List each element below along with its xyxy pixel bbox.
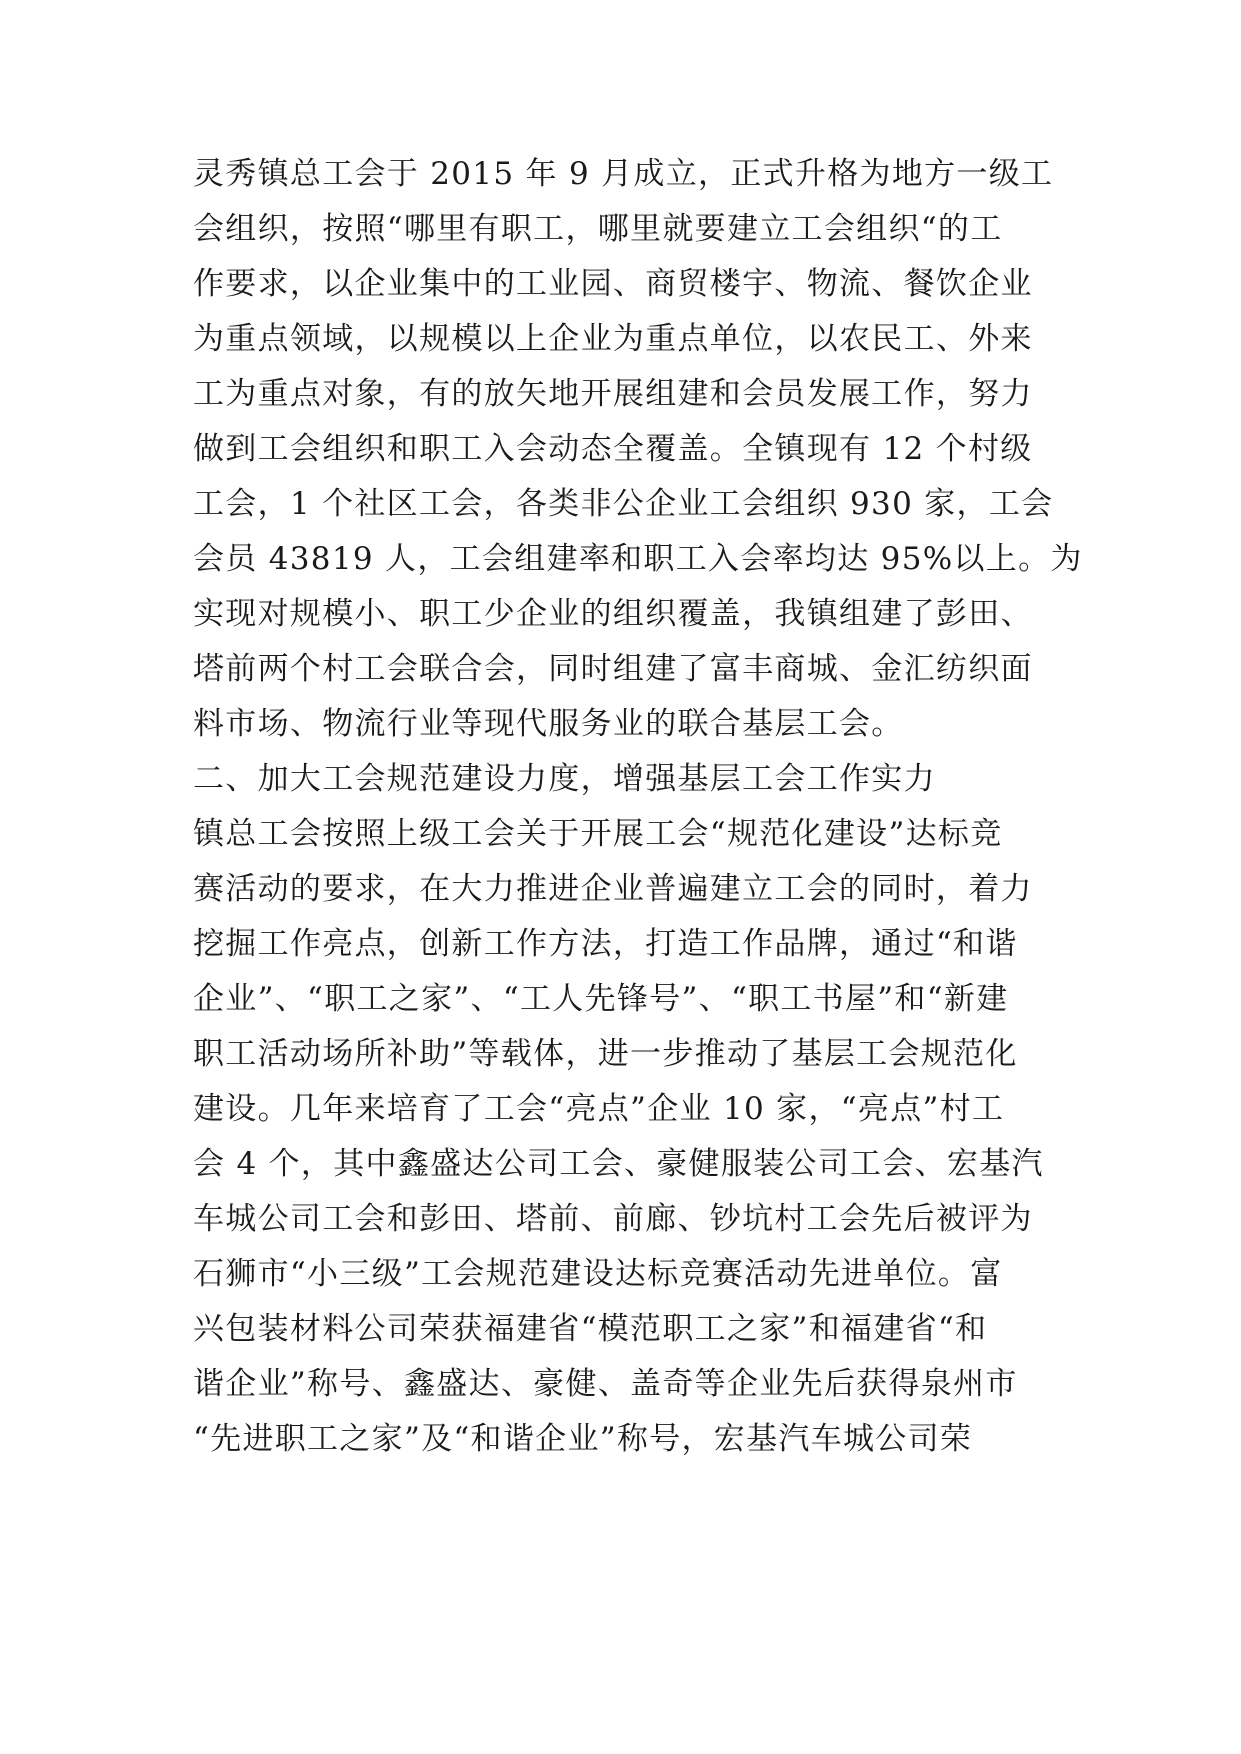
text-line: 灵秀镇总工会于 2015 年 9 月成立，正式升格为地方一级工 — [193, 156, 1054, 192]
text-line: 车城公司工会和彭田、塔前、前廊、钞坑村工会先后被评为 — [193, 1201, 1033, 1237]
text-line: 会 4 个，其中鑫盛达公司工会、豪健服装公司工会、宏基汽 — [193, 1146, 1044, 1182]
text-line: 为重点领域，以规模以上企业为重点单位，以农民工、外来 — [193, 321, 1033, 357]
text-line: 企业”、“职工之家”、“工人先锋号”、“职工书屋”和“新建 — [193, 981, 1009, 1017]
text-line: 做到工会组织和职工入会动态全覆盖。全镇现有 12 个村级 — [193, 431, 1033, 467]
text-line: 兴包装材料公司荣获福建省“模范职工之家”和福建省“和 — [193, 1311, 988, 1347]
text-line: 作要求，以企业集中的工业园、商贸楼宇、物流、餐饮企业 — [193, 266, 1033, 302]
text-line: 石狮市“小三级”工会规范建设达标竞赛活动先进单位。富 — [193, 1256, 1003, 1292]
text-line: “先进职工之家”及“和谐企业”称号，宏基汽车城公司荣 — [193, 1421, 973, 1457]
text-line: 工为重点对象，有的放矢地开展组建和会员发展工作，努力 — [193, 376, 1033, 412]
text-line: 镇总工会按照上级工会关于开展工会“规范化建设”达标竞 — [193, 816, 1003, 852]
text-line: 职工活动场所补助”等载体，进一步推动了基层工会规范化 — [193, 1036, 1018, 1072]
text-line: 塔前两个村工会联合会，同时组建了富丰商城、金汇纺织面 — [193, 651, 1033, 687]
text-line: 会组织，按照“哪里有职工，哪里就要建立工会组织“的工 — [193, 211, 1003, 247]
body-text — [193, 147, 1083, 1467]
text-line: 赛活动的要求，在大力推进企业普遍建立工会的同时，着力 — [193, 871, 1033, 907]
text-line: 建设。几年来培育了工会“亮点”企业 10 家，“亮点”村工 — [193, 1091, 1005, 1127]
section-heading: 二、加大工会规范建设力度，增强基层工会工作实力 — [193, 761, 936, 797]
text-line: 料市场、物流行业等现代服务业的联合基层工会。 — [193, 706, 904, 742]
text-line: 工会，1 个社区工会，各类非公企业工会组织 930 家，工会 — [193, 486, 1054, 522]
text-line: 实现对规模小、职工少企业的组织覆盖，我镇组建了彭田、 — [193, 596, 1033, 632]
text-line: 谐企业”称号、鑫盛达、豪健、盖奇等企业先后获得泉州市 — [193, 1366, 1018, 1402]
text-line: 挖掘工作亮点，创新工作方法，打造工作品牌，通过“和谐 — [193, 926, 1018, 962]
text-line: 会员 43819 人，工会组建率和职工入会率均达 95%以上。为 — [193, 541, 1083, 577]
